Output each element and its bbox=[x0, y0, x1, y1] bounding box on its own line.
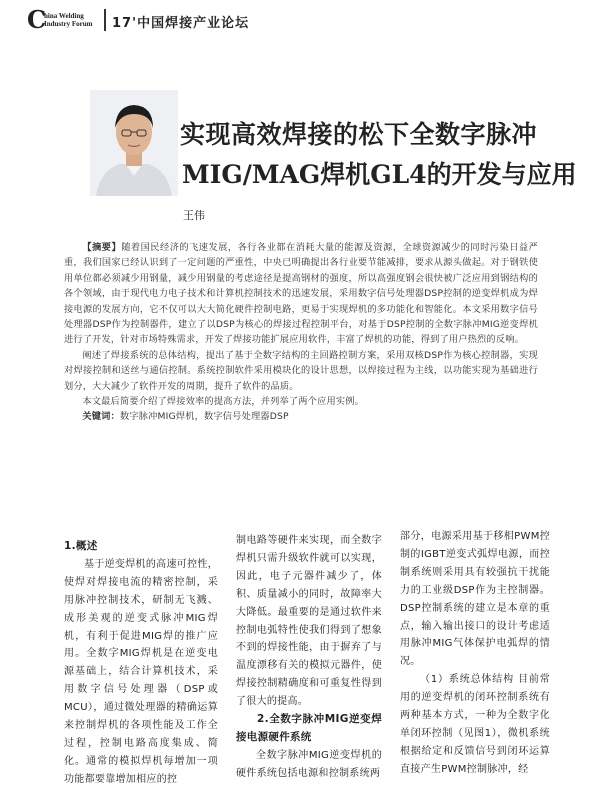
forum-title: 17'中国焊接产业论坛 bbox=[112, 16, 250, 31]
section-heading-hardware: 2.全数字脉冲MIG逆变焊接电源硬件系统 bbox=[236, 713, 382, 743]
keywords-label: 关键词： bbox=[82, 411, 120, 423]
article-title-line2: MIG/MAG焊机GL4的开发与应用 bbox=[182, 160, 577, 189]
author-name: 王伟 bbox=[183, 209, 205, 222]
header-divider bbox=[104, 9, 106, 31]
body-paragraph: （1）系统总体结构 目前常用的逆变焊机的闭环控制系统有两种基本方式，一种为全数字化单闭环控制（见图1），微机系统根据给定和反馈信号到闭环运算直接产生PWM控制脉冲，经 bbox=[400, 674, 550, 775]
logo-text-line2: Industry Forum bbox=[44, 20, 93, 28]
abstract-paragraph-2: 阐述了焊接系统的总体结构，提出了基于全数字结构的主回路控制方案，采用双核DSP作为核心控制器，实现对焊接控制和送丝与通信控制。系统控制软件采用模块化的设计思想，以焊接过程为主线，以功能实现为基础进行划分，大大减少了软件开发的周期，提升了软件的品质。 bbox=[64, 349, 538, 392]
logo-text-line1: hina Welding bbox=[44, 12, 84, 20]
body-paragraph: 全数字脉冲MIG逆变焊机的硬件系统包括电源和控制系统两 bbox=[236, 749, 382, 779]
body-column-1 bbox=[64, 538, 218, 789]
logo-letter: C bbox=[27, 5, 47, 34]
author-photo bbox=[90, 90, 178, 196]
body-paragraph: 制电路等硬件来实现，而全数字焊机只需升级软件就可以实现，因此，电子元器件减少了，体积、质量减小的同时，故障率大大降低。最重要的是通过软件来控制电弧特性使我们得到了想象不到的焊接性能，由于摒弃了与温度漂移有关的模拟元器件，使焊接控制精确度和可重复性得到了很大的提高。 bbox=[236, 535, 382, 708]
keywords: 数字脉冲MIG焊机，数字信号处理器DSP bbox=[119, 411, 289, 423]
abstract-paragraph-3: 本文最后简要介绍了焊接效率的提高方法，并列举了两个应用实例。 bbox=[82, 396, 365, 408]
body-column-3 bbox=[400, 528, 550, 779]
abstract bbox=[64, 240, 538, 425]
body-column-2 bbox=[236, 532, 382, 783]
body-paragraph: 部分，电源采用基于移相PWM控制的IGBT逆变式弧焊电源，而控制系统则采用具有较强抗干扰能力的工业级DSP作为主控制器。DSP控制系统的建立是本章的重点，输入输出接口的设计考虑适用脉冲MIG气体保护电弧焊的情况。 bbox=[400, 531, 550, 668]
body-paragraph: 基于逆变焊机的高速可控性，使焊对焊接电流的精密控制，采用脉冲控制技术，研制无飞溅、成形美观的逆变式脉冲MIG焊机，有利于促进MIG焊的推广应用。全数字MIG焊机是在逆变电源基础上，结合计算机技术，采用数字信号处理器（DSP或MCU），通过微处理器的精确运算来控制焊机的各项性能及工作全过程，控制电路高度集成、简化。通常的模拟焊机每增加一项功能都要靠增加相应的控 bbox=[64, 558, 218, 785]
abstract-label: 【摘要】 bbox=[82, 242, 122, 253]
abstract-paragraph-1: 随着国民经济的飞速发展，各行各业都在消耗大量的能源及资源，全球资源减少的同时污染日益严重，我们国家已经认识到了一定问题的严重性，中央已明确提出各行业要节能减排，要求从源头做起。对于钢铁使用单位都必须减少用钢量，减少用钢量的考虑途径是提高钢材的强度，所以高强度钢会很快被广泛应用到钢结构的各个领域，由于现代电力电子技术和计算机控制技术的迅速发展，采用数字信号处理器DSP控制的逆变焊机成为焊接电源的发展方向，它不仅可以大大简化硬件控制电路，更易于实现焊机的多功能化和智能化。本文采用数字信号处理器DSP作为控制器件，建立了以DSP为核心的焊接过程控制平台，对基于DSP控制的全数字脉冲MIG逆变焊机进行了开发，针对市场特殊需求，开发了焊接功能扩展应用软件，丰富了焊机的功能，得到了用户热烈的反响。 bbox=[64, 242, 538, 346]
section-heading-overview: 1.概述 bbox=[64, 540, 98, 552]
article-title-line1: 实现高效焊接的松下全数字脉冲 bbox=[180, 120, 538, 149]
